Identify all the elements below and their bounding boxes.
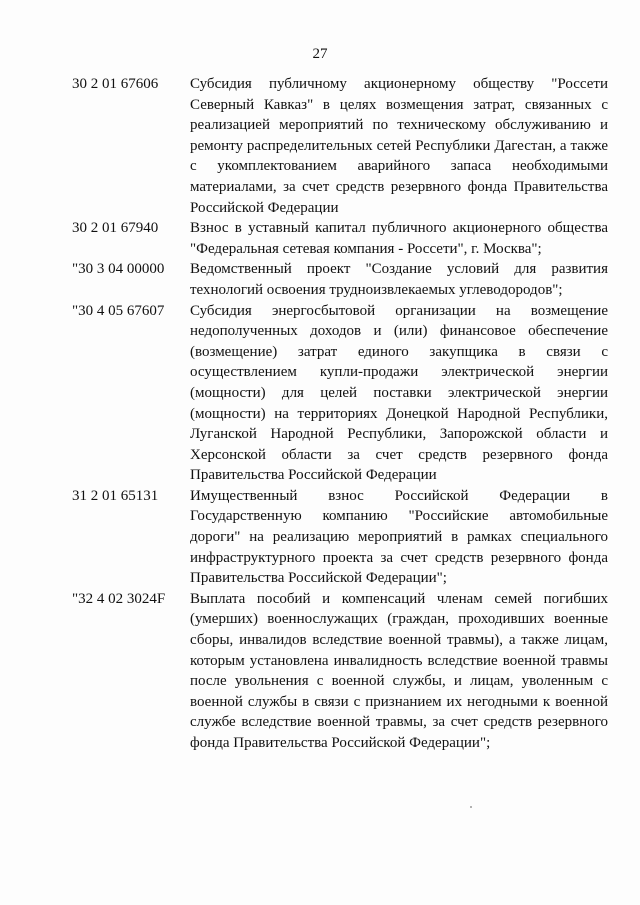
scan-speck xyxy=(470,806,472,808)
classification-code: 30 2 01 67606 xyxy=(72,76,159,92)
entry-description: Имущественный взнос Российской Федерации в Государственную компанию "Российские автомобильные дороги" на реализацию мероприятий в рамках специального инфраструктурного проекта за счет средств резервного фонда Правительства Российской Федерации"; xyxy=(190,487,608,587)
list-item xyxy=(72,74,608,218)
entry-description: Ведомственный проект "Создание условий для развития технологий освоения трудноизвлекаемых углеводородов"; xyxy=(190,261,608,298)
entry-description: Выплата пособий и компенсаций членам семей погибших (умерших) военнослужащих (граждан, проходивших военные сборы, инвалидов вследствие военной травмы), а также лицам, которым установлена инвалидность вследствие военной травмы после увольнения с военной службы, и лицам, уволенным с военной службы в связи с признанием их негодными к военной службе вследствие военной травмы, за счет средств резервного фонда Правительства Российской Федерации"; xyxy=(190,590,608,751)
entry-description: Субсидия энергосбытовой организации на возмещение недополученных доходов и (или) финансовое обеспечение (возмещение) затрат единого закупщика в связи с осуществлением купли-продажи электрической энергии (мощности) для целей поставки электрической энергии (мощности) на территориях Донецкой Народной Республики, Луганской Народной Республики, Запорожской области и Херсонской области за счет средств резервного фонда Правительства Российской Федерации xyxy=(190,302,608,484)
page-number: 27 xyxy=(312,46,328,62)
list-item xyxy=(72,301,608,486)
entry-description: Взнос в уставный капитал публичного акционерного общества "Федеральная сетевая компания - Россети", г. Москва"; xyxy=(190,220,608,257)
entry-description: Субсидия публичному акционерному обществу "Россети Северный Кавказ" в целях возмещения затрат, связанных с реализацией мероприятий по техническому обслуживанию и ремонту распределительных сетей Республики Дагестан, а также с укомплектованием аварийного запаса необходимыми материалами, за счет средств резервного фонда Правительства Российской Федерации xyxy=(190,76,608,216)
list-item xyxy=(72,218,608,259)
list-item xyxy=(72,259,608,300)
classification-code: "30 4 05 67607 xyxy=(72,302,165,319)
classification-code: "32 4 02 3024F xyxy=(72,590,166,607)
list-item xyxy=(72,589,608,754)
classification-code: 30 2 01 67940 xyxy=(72,220,159,237)
budget-codes-list xyxy=(72,74,608,754)
list-item xyxy=(72,486,608,589)
classification-code: 31 2 01 65131 xyxy=(72,487,159,504)
classification-code: "30 3 04 00000 xyxy=(72,261,165,278)
